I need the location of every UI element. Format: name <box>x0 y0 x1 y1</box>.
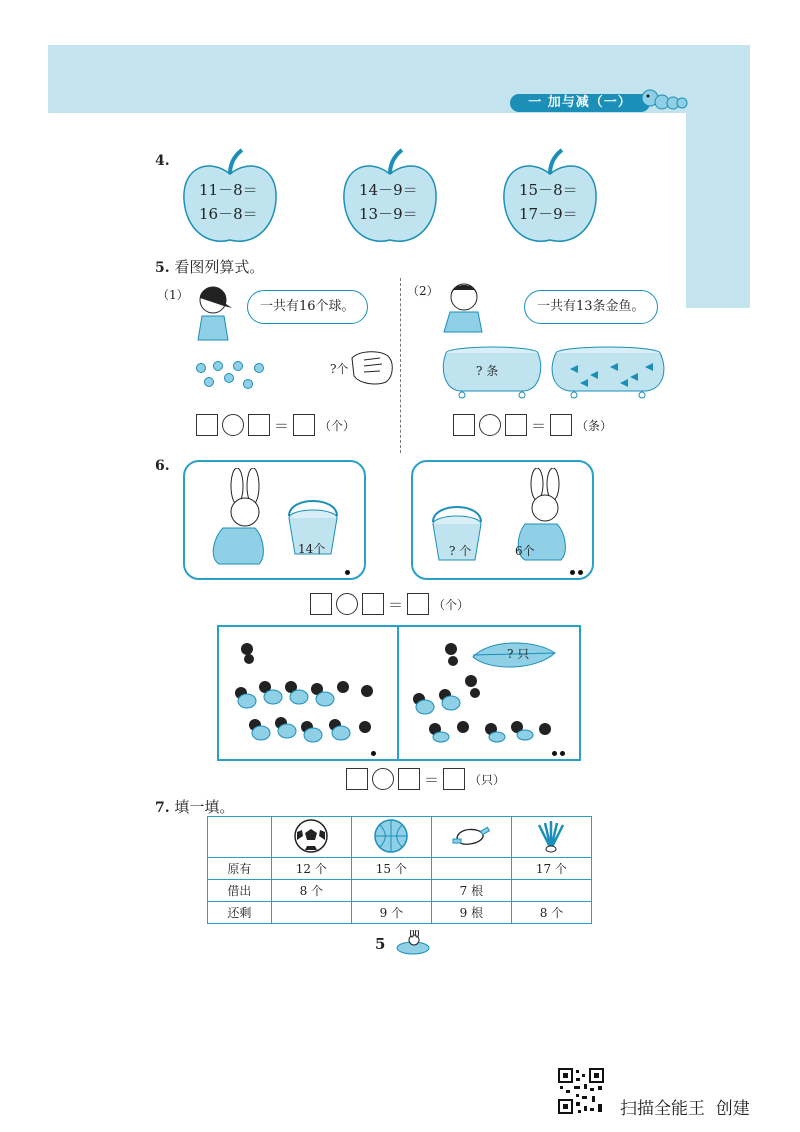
q6-unit-2: （只） <box>469 772 506 787</box>
side-band <box>686 113 750 308</box>
table-cell[interactable]: 8 个 <box>271 880 351 902</box>
operator-circle[interactable] <box>336 593 358 615</box>
q5-number: 5. <box>155 260 170 276</box>
girl-icon <box>188 282 238 342</box>
table-cell[interactable] <box>351 880 431 902</box>
q5-part1-equation <box>196 414 355 436</box>
q6-unit-1: （个） <box>433 597 470 612</box>
answer-box[interactable] <box>310 593 332 615</box>
equals-sign: ＝ <box>531 416 547 435</box>
answer-box[interactable] <box>362 593 384 615</box>
apple-2 <box>340 148 440 248</box>
table-header-basketball <box>351 817 431 858</box>
table-header-shuttlecock <box>511 817 591 858</box>
q6-dot <box>570 570 575 575</box>
table-header-row <box>208 817 592 858</box>
operator-circle[interactable] <box>222 414 244 436</box>
hand-icon <box>350 346 394 386</box>
answer-box[interactable] <box>550 414 572 436</box>
q5-part2-unit: （条） <box>576 418 613 433</box>
q6-panel-1 <box>183 460 366 580</box>
leaf-label: ? 只 <box>507 647 530 661</box>
equals-sign: ＝ <box>424 770 440 789</box>
answer-box[interactable] <box>196 414 218 436</box>
q5-title: 看图列算式。 <box>174 258 265 276</box>
q5-part2-label: （2） <box>407 284 439 298</box>
apple-2-line1: 14－9＝ <box>359 181 418 199</box>
table-cell[interactable]: 12 个 <box>271 858 351 880</box>
table-corner <box>208 817 272 858</box>
q6-basket-right-hidden: ? 个 <box>449 544 472 558</box>
basketball-icon <box>373 818 409 854</box>
scanner-watermark: 扫描全能王 创建 <box>620 1099 750 1119</box>
apple-1 <box>180 148 280 248</box>
q5-part1-unit: （个） <box>319 418 356 433</box>
q6-panel-2 <box>411 460 594 580</box>
answer-box[interactable] <box>453 414 475 436</box>
table-header-rope <box>431 817 511 858</box>
answer-box[interactable] <box>407 593 429 615</box>
table-cell[interactable]: 15 个 <box>351 858 431 880</box>
boy-icon <box>436 280 492 335</box>
table-cell[interactable] <box>271 902 351 924</box>
q5-part2-equation <box>453 414 612 436</box>
table-cell[interactable]: 9 个 <box>351 902 431 924</box>
ants-left-icon <box>225 635 393 745</box>
chapter-title: 一 加与减（一） <box>510 94 650 112</box>
q7-heading <box>155 796 234 817</box>
ants-dot <box>560 751 565 756</box>
table-cell[interactable]: 17 个 <box>511 858 591 880</box>
football-icon <box>293 818 329 854</box>
equals-sign: ＝ <box>388 595 404 614</box>
answer-box[interactable] <box>248 414 270 436</box>
apple-1-line1: 11－8＝ <box>199 181 258 199</box>
q5-part2-bubble: 一共有13条金鱼。 <box>524 290 658 324</box>
apple-3-line2: 17－9＝ <box>519 205 578 223</box>
answer-box[interactable] <box>293 414 315 436</box>
row-label: 原有 <box>208 858 272 880</box>
q6-dot <box>578 570 583 575</box>
q5-part1-label: （1） <box>157 288 189 302</box>
operator-circle[interactable] <box>479 414 501 436</box>
shuttlecock-icon <box>533 819 569 853</box>
q5-divider <box>400 278 401 453</box>
rabbit-icon <box>193 468 283 576</box>
q6-basket-right-count: 6个 <box>515 544 535 558</box>
q5-part2-hidden: ? 条 <box>476 364 499 378</box>
rabbit-mascot-icon <box>394 930 432 956</box>
q6-number: 6. <box>155 458 170 474</box>
caterpillar-icon <box>640 84 690 114</box>
ants-panel <box>217 625 581 761</box>
q5-heading <box>155 256 264 277</box>
ants-dot <box>552 751 557 756</box>
q7-number: 7. <box>155 800 170 816</box>
q6-equation-2 <box>346 768 505 790</box>
q5-part1-hidden: ?个 <box>330 362 349 376</box>
equals-sign: ＝ <box>274 416 290 435</box>
ants-right-icon <box>405 633 575 743</box>
table-row <box>208 880 592 902</box>
table-cell[interactable]: 7 根 <box>431 880 511 902</box>
q6-equation-1 <box>310 593 469 615</box>
q7-title: 填一填。 <box>174 798 235 816</box>
q4-number: 4. <box>155 153 170 169</box>
apple-3 <box>500 148 600 248</box>
ants-dot <box>371 751 376 756</box>
q6-basket-left-count: 14个 <box>298 542 326 556</box>
ants-panel-divider <box>397 627 399 759</box>
table-cell[interactable] <box>431 858 511 880</box>
table-row <box>208 902 592 924</box>
table-cell[interactable]: 8 个 <box>511 902 591 924</box>
row-label: 借出 <box>208 880 272 902</box>
row-label: 还剩 <box>208 902 272 924</box>
apple-1-line2: 16－8＝ <box>199 205 258 223</box>
table-row <box>208 858 592 880</box>
answer-box[interactable] <box>398 768 420 790</box>
apple-2-line2: 13－9＝ <box>359 205 418 223</box>
answer-box[interactable] <box>346 768 368 790</box>
table-header-football <box>271 817 351 858</box>
apple-3-line1: 15－8＝ <box>519 181 578 199</box>
q6-dot <box>345 570 350 575</box>
qr-code-icon <box>558 1068 604 1114</box>
table-cell[interactable]: 9 根 <box>431 902 511 924</box>
q5-part1-bubble: 一共有16个球。 <box>247 290 368 324</box>
page-number: 5 <box>375 935 386 953</box>
table-cell[interactable] <box>511 880 591 902</box>
answer-box[interactable] <box>443 768 465 790</box>
fish-tanks-icon <box>440 345 665 400</box>
answer-box[interactable] <box>505 414 527 436</box>
fill-table <box>207 816 592 924</box>
jump-rope-icon <box>451 821 491 851</box>
operator-circle[interactable] <box>372 768 394 790</box>
balls-icon <box>193 358 268 393</box>
